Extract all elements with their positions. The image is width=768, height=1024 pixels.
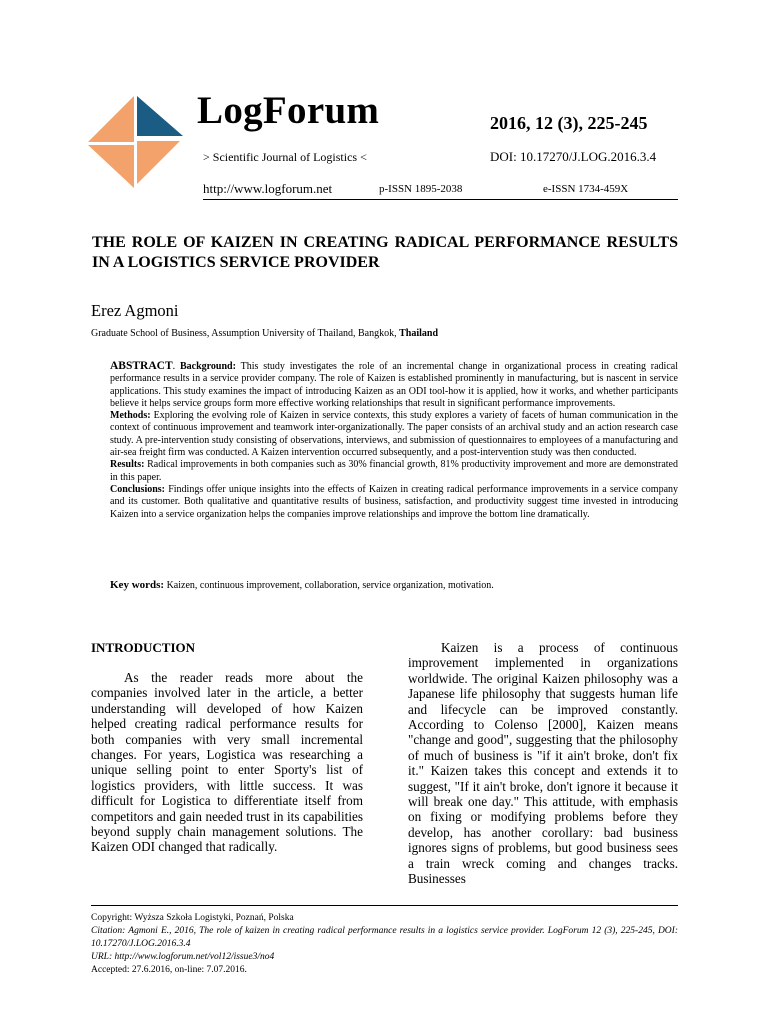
header-divider	[203, 199, 678, 200]
logo-left-triangle	[88, 96, 134, 142]
article-title: THE ROLE OF KAIZEN IN CREATING RADICAL PERFORMANCE RESULTS IN A LOGISTICS SERVICE PROVIDER	[92, 234, 678, 271]
accepted-line: Accepted: 27.6.2016, on-line: 7.07.2016.	[91, 965, 247, 975]
logforum-logo	[88, 96, 186, 188]
abstract-heading: ABSTRACT	[110, 360, 173, 372]
p-issn: p-ISSN 1895-2038	[379, 183, 463, 195]
logo-bottom-right-triangle	[137, 141, 180, 184]
doi-text: DOI: 10.17270/J.LOG.2016.3.4	[490, 149, 657, 164]
methods-label: Methods:	[110, 410, 151, 422]
abstract-background: ABSTRACT. Background: This study investigates the role of an incremental change in organizational process in creating radical performance results in a service provider company. The role of Kaizen is established prominently in manufacturing, but is nascent in service applications. This study examines the impact of introducing Kaizen as an ODI tool-how it is applied, how it works, and whether participants believe it helps service groups form more effective working relationships that result in significant performance improvements.	[110, 360, 678, 409]
background-text: This study investigates the role of an incremental change in organizational process in creating radical performance results in a service provider company. The role of Kaizen is established prominently in manufacturing, but is nascent in service applications. This study examines the impact of introducing Kaizen as an ODI tool-how it is applied, how it works, and whether participants believe it helps service groups form more effective working relationships that result in significant performance improvements.	[110, 361, 678, 409]
left-paragraph: As the reader reads more about the companies involved later in the article, a better understanding will developed of how Kaizen helped creating radical performance results for both companies with very small incremental changes. For years, Logistica was researching a unique selling point to enter Sporty's list of logistics providers, with little success. It was difficult for Logistica to differentiate itself from competitors and gain needed trust in its capabilities beyond supply chain management solutions. The Kaizen ODI changed that radically.	[91, 670, 363, 855]
journal-url-link[interactable]: http://www.logforum.net	[203, 181, 333, 196]
abstract-conclusions	[110, 484, 678, 521]
author-affiliation	[91, 328, 438, 339]
issue-info: 2016, 12 (3), 225-245	[490, 113, 648, 133]
left-column	[91, 640, 363, 855]
results-text: Radical improvements in both companies such as 30% financial growth, 81% productivity improvement and more are demonstrated in this paper.	[110, 459, 678, 483]
citation-line	[91, 925, 678, 951]
abstract-methods	[110, 410, 678, 459]
footer-divider	[91, 905, 678, 906]
conclusions-label: Conclusions:	[110, 483, 166, 495]
results-label: Results:	[110, 459, 145, 471]
footer	[91, 912, 678, 977]
keywords-label: Key words:	[110, 579, 165, 591]
article-url[interactable]: URL: http://www.logforum.net/vol12/issue3/no4	[91, 952, 275, 962]
background-label: Background:	[179, 361, 236, 372]
e-issn: e-ISSN 1734-459X	[543, 183, 629, 195]
abstract-results	[110, 459, 678, 484]
logo-top-right-triangle	[137, 96, 183, 136]
citation-text: Citation: Agmoni E., 2016, The role of kaizen in creating radical performance results in a logistics service provider. LogForum 12 (3), 225-245, DOI: 10.17270/J.LOG.2016.3.4	[91, 926, 678, 949]
abstract	[110, 360, 678, 521]
author-name: Erez Agmoni	[91, 301, 179, 320]
right-paragraph: Kaizen is a process of continuous improvement implemented in organizations worldwide. The original Kaizen philosophy was a Japanese life philosophy that suggests human life and lifecycle can be improved constantly. According to Colenso [2000], Kaizen means "change and good", suggesting that the philosophy of much of business is "if it ain't broke, don't fix it." Kaizen takes this concept and extends it to suggest, "If it ain't broke, don't ignore it because it will break one day." This attitude, with emphasis on fixing or modifying problems before they develop, has another corollary: bad business ignores signs of problems, but good business sees a train wreck coming and changes tracks. Businesses	[408, 640, 678, 887]
journal-name: LogForum	[197, 89, 380, 132]
introduction-heading: INTRODUCTION	[91, 640, 196, 655]
conclusions-text: Findings offer unique insights into the effects of Kaizen in creating radical performance improvements in a service company and its customer. Both qualitative and quantitative results of business, satisfaction, and productivity suggest time invested in introducing Kaizen into a service organization helps the companies improve relationships and improve the bottom line dramatically.	[110, 483, 679, 520]
right-column	[408, 640, 678, 887]
logo-bottom-left-triangle	[88, 145, 134, 188]
methods-text: Exploring the evolving role of Kaizen in service contexts, this study explores a variety of facets of human communication in the context of continuous improvement and teamwork inter-organizationally. The paper consists of an archival study and an action research case study. A pre-intervention study consisting of observations, interviews, and submission of questionnaires to employees of a manufacturing and air-sea freight firm was conducted. A Kaizen intervention occurred subsequently, and a post-intervention study was then conducted.	[110, 410, 678, 459]
copyright-line: Copyright: Wyższa Szkoła Logistyki, Poznań, Polska	[91, 913, 294, 923]
journal-tagline: > Scientific Journal of Logistics <	[203, 150, 367, 164]
article-url-line[interactable]	[91, 951, 678, 964]
affiliation-text: Graduate School of Business, Assumption University of Thailand, Bangkok,	[91, 328, 397, 339]
keywords	[110, 579, 678, 591]
keywords-text: Kaizen, continuous improvement, collaboration, service organization, motivation.	[166, 580, 494, 591]
affiliation-country: Thailand	[399, 328, 439, 339]
